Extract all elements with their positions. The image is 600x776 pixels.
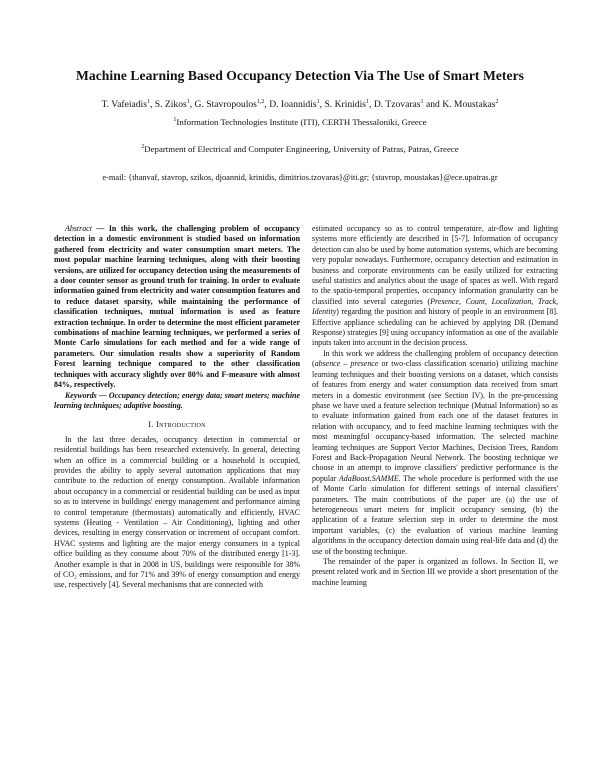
email-line: e-mail: {thanvaf, stavrop, szikos, djoannid, krinidis, dimitrios.tzovaras}@iti.gr; {stavrop, moustakas}@ece.upatras.gr (102, 173, 498, 182)
author: D. Ioannidis$^1$, (269, 98, 325, 110)
affiliation-1: $^1$Information Technologies Institute (ITI), CERTH Thessaloniki, Greece (173, 116, 427, 127)
intro-paragraph: In the last three decades, occupancy detection in commercial or residential buildings has been researched extensively. In general, detecting when an office in a commercial building or a household is occupied, provides the ability to apply several automation applications that may contribute to the reduction of energy consumption. Available information about occupancy in a commercial or residential building can be used as input so as to intervene in buildings' energy management and performance aiming to control temperature (thermostats) automatically and efficiently, HVAC systems (Heating - Ventilation – Air Conditioning), lighting and other devices, resulting in energy conservation or increment of occupant comfort. HVAC systems and lighting are the major energy consumers in a typical office building as they consume about 70% of the distributed energy [1-3]. Another example is that in 2008 in US, buildings were responsible for 38% of CO₂ emissions, and for 71% and 39% of energy consumption and energy use, respectively [4]. Several mechanisms that are connected with (54, 434, 300, 590)
intro-paragraph-3: The remainder of the paper is organized as follows. In Section II, we present related work and in Section III we provide a short presentation of the machine learning (312, 557, 558, 587)
author: G. Stavropoulos$^{1,2}$, (194, 98, 270, 110)
section-heading: I. Introduction (148, 420, 206, 430)
abstract: Abstract — In this work, the challenging problem of occupancy detection in a domestic environment is studied based on information gathered from electricity and water consumption smart meters. The most popular machine learning techniques, along with their boosting versions, are utilized for occupancy detection using the measurements of a door counter sensor as ground truth for training. In order to evaluate information gained from electricity and water consumption features and to reduce dataset sparsity, while maintaining the performance of classification techniques, mutual information is used as feature extraction technique. In order to determine the most efficient parameter combinations of machine learning techniques, we performed a series of Monte Carlo simulations for each method and for a wide range of parameters. Our simulation results show a superiority of Random Forest learning technique compared to the other classification techniques with accuracy slightly over 80% and F-measure with almost 84%, respectively. (54, 224, 300, 390)
author-list (30, 97, 570, 113)
author: K. Moustakas$^2$ (442, 98, 499, 110)
author: S. Zikos$^1$, (154, 98, 195, 110)
left-column (54, 224, 300, 591)
keywords: Keywords — Occupancy detection; energy data; smart meters; machine learning techniques; adaptive boosting. (54, 390, 300, 410)
author: S. Krinidis$^1$, (324, 98, 374, 110)
intro-paragraph-cont: estimated occupancy so as to control temperature, air-flow and lighting systems more efficiently are described in [5-7]. Information of occupancy detection can also be used by home automation systems, which are becoming very popular nowadays. Furthermore, occupancy detection and estimation in business and corporate environments can be easily utilized for extracting useful statistics and analytics about the usage of spaces as well. With regard to the spatio-temporal properties, occupancy information granularity can be classified into several categories (Presence, Count, Localization, Track, Identity) regarding the position and history of people in an environment [8]. Effective appliance scheduling can be achieved by applying DR (Demand Response) strategies [9] using occupancy information as one of the available inputs taken into account in the decision process. (312, 224, 558, 348)
right-column (312, 224, 558, 588)
author: D. Tzovaras$^1$ and (373, 98, 443, 110)
author: T. Vafeiadis$^1$, (101, 98, 155, 110)
affiliation-2: $^2$Department of Electrical and Computer Engineering, University of Patras, Patras, Greece (141, 143, 459, 154)
intro-paragraph-2: In this work we address the challenging problem of occupancy detection (absence – presence or two-class classification scenario) utilizing machine learning techniques and their boosting versions on a dataset, which consists of features from energy and water consumption data received from smart meters in a domestic environment (see Section IV). In the pre-processing phase we have used a feature selection technique (Mutual Information) so as to evaluate information gained from each one of the dataset features in relation with occupancy, and to feed machine learning techniques with the most meaningful occupancy-based information. The selected machine learning techniques are Support Vector Machines, Decision Trees, Random Forest and Back-Propagation Neural Network. The boosting technique we choose in an attempt to improve classifiers' predictive performance is the popular AdaBoost.SAMME. The whole procedure is performed with the use of Monte Carlo simulation for different settings of internal classifiers' parameters. The main contributions of the paper are (a) the use of heterogeneous smart meters for implicit occupancy sensing, (b) the application of a feature selection step in order to determine the most important variables, (c) the evaluation of various machine learning algorithms in the occupancy detection domain using real-life data and (d) the use of the boosting technique. (312, 348, 558, 556)
paper-title: Machine Learning Based Occupancy Detection Via The Use of Smart Meters (75, 68, 524, 83)
